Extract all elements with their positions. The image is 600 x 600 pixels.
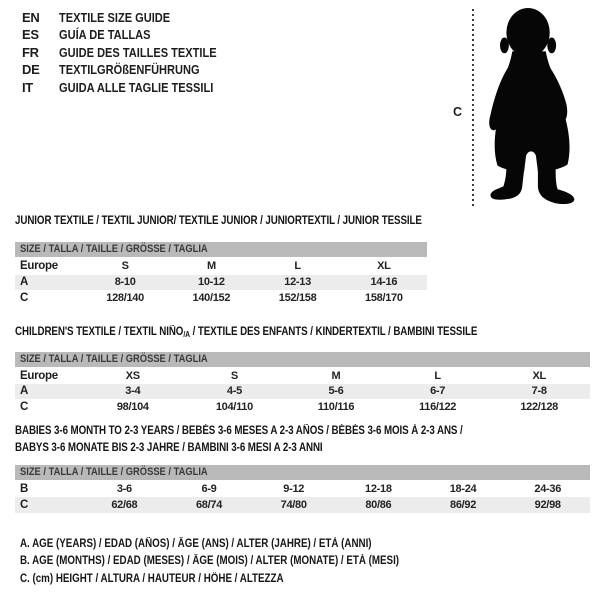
age-cell: 5-6 <box>328 385 344 397</box>
height-cell: 104/110 <box>215 401 253 413</box>
legend-line-c: C. (cm) HEIGHT / ALTURA / HAUTEUR / HÖHE / ALTEZZA <box>20 572 284 585</box>
age-cell: 24-36 <box>534 483 562 495</box>
age-cell: 3-6 <box>116 483 132 495</box>
table-row-age <box>15 384 590 399</box>
language-row-en <box>22 9 244 26</box>
height-cell: 80/86 <box>365 499 392 511</box>
baby-silhouette-icon <box>482 6 582 208</box>
title-line-2: BABYS 3-6 MONATE BIS 2-3 JAHRE / BAMBINI 3-6 MESI A 2-3 ANNI <box>15 442 323 454</box>
age-cell: 12-13 <box>284 276 311 288</box>
language-label: TEXTILE SIZE GUIDE <box>59 10 171 25</box>
age-cell: 8-10 <box>114 276 136 288</box>
age-cell: 6-9 <box>201 483 217 495</box>
table-row-age-months <box>15 481 590 497</box>
height-cell: 116/122 <box>419 401 457 413</box>
height-cell: 152/158 <box>278 292 317 304</box>
language-code: IT <box>22 79 33 95</box>
age-cell: 7-8 <box>531 385 547 397</box>
size-cell: S <box>230 370 238 382</box>
height-measure-dotted-line <box>472 9 474 207</box>
row-label: B <box>20 483 29 495</box>
row-label: A <box>20 385 29 397</box>
height-cell: 140/152 <box>192 292 231 304</box>
language-label: TEXTILGRÖßENFÜHRUNG <box>59 62 200 78</box>
size-cell: XL <box>377 260 391 272</box>
row-label: C <box>20 499 29 511</box>
age-cell: 3-4 <box>125 385 141 397</box>
age-cell: 14-16 <box>370 276 398 288</box>
table-row-age <box>15 275 427 290</box>
size-cell: L <box>294 260 301 272</box>
height-cell: 86/92 <box>450 499 477 511</box>
size-header-bar <box>15 242 427 257</box>
row-label: Europe <box>20 370 58 382</box>
babies-table-title <box>15 423 463 457</box>
size-cell: XL <box>532 370 546 382</box>
legend <box>20 536 466 588</box>
height-cell: 98/104 <box>116 401 149 413</box>
age-cell: 18-24 <box>449 483 477 495</box>
age-cell: 10-12 <box>198 276 225 288</box>
language-row-it <box>22 79 244 96</box>
size-header-bar <box>15 465 590 480</box>
table-row-height <box>15 399 590 415</box>
table-row-height <box>15 290 427 307</box>
table-row-europe <box>15 258 427 275</box>
size-cell: L <box>434 370 441 382</box>
children-size-table <box>15 352 590 415</box>
table-row-europe <box>15 368 590 384</box>
height-cell: 128/140 <box>106 292 144 304</box>
height-marker-label: C <box>453 105 463 119</box>
age-cell: 4-5 <box>226 385 242 397</box>
height-cell: 74/80 <box>280 499 307 511</box>
height-cell: 62/68 <box>111 499 138 511</box>
age-cell: 12-18 <box>365 483 392 495</box>
legend-line-b: B. AGE (MONTHS) / EDAD (MESES) / ÂGE (MOIS) / ALTER (MONATE) / ETÀ (MESI) <box>20 555 400 568</box>
size-cell: M <box>331 370 341 382</box>
children-table-title <box>15 324 477 343</box>
legend-line-a: A. AGE (YEARS) / EDAD (AÑOS) / ÂGE (ANS) / ALTER (JAHRE) / ETÀ (ANNI) <box>20 538 372 550</box>
title-subscript: /A <box>183 330 190 339</box>
junior-table-title: JUNIOR TEXTILE / TEXTIL JUNIOR/ TEXTILE JUNIOR / JUNIORTEXTIL / JUNIOR TESSILE <box>15 215 422 227</box>
language-code: DE <box>22 62 40 78</box>
size-cell: S <box>121 260 129 272</box>
age-cell: 6-7 <box>430 385 446 397</box>
language-code: ES <box>22 27 39 43</box>
size-header-label: SIZE / TALLA / TAILLE / GRÖSSE / TAGLIA <box>20 353 208 365</box>
size-cell: XS <box>125 370 140 382</box>
height-cell: 92/98 <box>534 499 561 511</box>
title-line-1: BABIES 3-6 MONTH TO 2-3 YEARS / BEBÉS 3-6 MESES A 2-3 AÑOS / BÉBÉS 3-6 MOIS À 2-3 ANS / <box>15 425 463 437</box>
language-label: GUIDA ALLE TAGLIE TESSILI <box>59 79 214 95</box>
size-header-bar <box>15 352 590 367</box>
language-list <box>22 9 244 96</box>
language-row-fr <box>22 44 244 61</box>
age-cell: 9-12 <box>283 483 305 495</box>
height-cell: 158/170 <box>365 292 403 304</box>
language-row-de <box>22 61 244 78</box>
height-cell: 122/128 <box>520 401 558 413</box>
row-label: A <box>20 276 29 288</box>
height-cell: 110/116 <box>317 401 355 413</box>
language-row-es <box>22 26 244 43</box>
language-code: EN <box>22 10 40 25</box>
title-text: CHILDREN'S TEXTILE / TEXTIL NIÑO <box>15 326 184 338</box>
babies-size-table <box>15 465 590 513</box>
height-cell: 68/74 <box>195 499 223 511</box>
row-label: C <box>20 401 29 413</box>
size-cell: M <box>206 260 216 272</box>
row-label: Europe <box>20 260 58 272</box>
language-label: GUÍA DE TALLAS <box>59 27 151 43</box>
language-code: FR <box>22 44 39 60</box>
size-header-label: SIZE / TALLA / TAILLE / GRÖSSE / TAGLIA <box>20 466 208 478</box>
row-label: C <box>20 292 29 304</box>
junior-size-table <box>15 242 427 307</box>
language-label: GUIDE DES TAILLES TEXTILE <box>59 44 217 60</box>
size-header-label: SIZE / TALLA / TAILLE / GRÖSSE / TAGLIA <box>20 243 208 255</box>
table-row-height <box>15 497 590 513</box>
title-text: / TEXTILE DES ENFANTS / KINDERTEXTIL / BAMBINI TESSILE <box>189 326 478 338</box>
